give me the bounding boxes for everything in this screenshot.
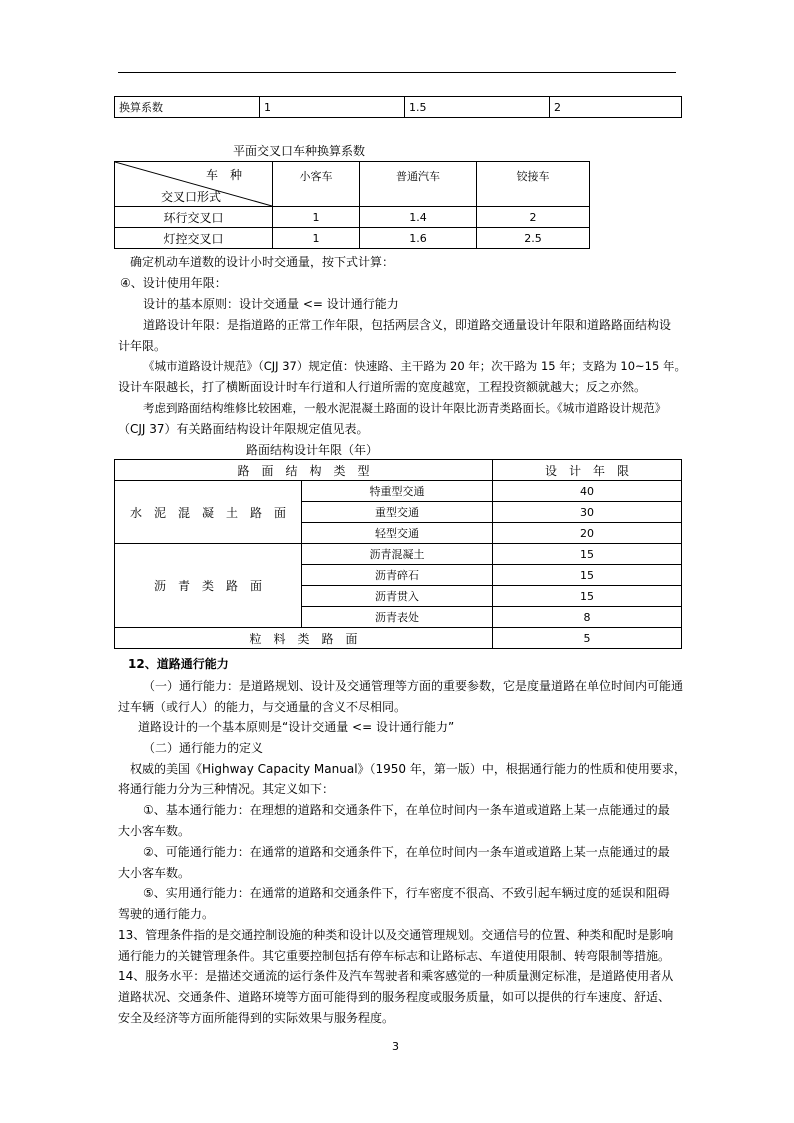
col-header: 小客车	[273, 162, 360, 207]
conversion-table-top	[114, 96, 682, 118]
cell: 1.5	[405, 97, 550, 118]
row-label: 轻型交通	[302, 523, 493, 544]
paragraph-line: 将通行能力分为三种情况。其定义如下：	[118, 782, 335, 796]
paragraph-line: 过车辆（或行人）的能力，与交通量的含义不尽相同。	[118, 700, 407, 714]
paragraph-line: 权威的美国《Highway Capacity Manual》（1950 年，第一版）中，根据通行能力的性质和使用要求，	[130, 762, 686, 776]
paragraph-line: 驾驶的通行能力。	[118, 907, 215, 921]
pavement-design-life-table	[114, 459, 682, 649]
cell: 8	[493, 607, 682, 628]
paragraph-line: ⑤、实用通行能力：在通常的道路和交通条件下，行车密度不很高、不致引起车辆过度的延误和阻碍	[143, 886, 670, 900]
cell: 1.4	[360, 207, 477, 228]
cell: 1	[260, 97, 405, 118]
cell: 1	[273, 228, 360, 249]
paragraph-line: 14、服务水平：是描述交通流的运行条件及汽车驾驶者和乘客感觉的一种质量测定标准，是道路使用者从	[118, 969, 674, 983]
col-header: 路 面 结 构 类 型	[115, 460, 493, 481]
paragraph-line: 大小客车数。	[118, 824, 191, 838]
diagonal-header	[115, 162, 273, 207]
cell: 30	[493, 502, 682, 523]
page-number: 3	[392, 1040, 399, 1053]
header-rule	[118, 72, 676, 73]
table-header-row	[115, 162, 590, 207]
paragraph-line: 《城市道路设计规范》（CJJ 37）规定值：快速路、主干路为 20 年；次干路为 15 年；支路为 10~15 年。	[143, 359, 686, 373]
cell: 5	[493, 628, 682, 649]
row-label: 沥青表处	[302, 607, 493, 628]
col-header: 普通汽车	[360, 162, 477, 207]
group-label: 水 泥 混 凝 土 路 面	[115, 481, 302, 544]
table-row	[115, 97, 682, 118]
row-label: 沥青混凝土	[302, 544, 493, 565]
cell: 40	[493, 481, 682, 502]
paragraph-line: 道路状况、交通条件、道路环境等方面可能得到的服务程度或服务质量，如可以提供的行车速度、舒适、	[118, 990, 671, 1004]
paragraph-line: 确定机动车道数的设计小时交通量，按下式计算：	[130, 255, 395, 269]
cell: 1.6	[360, 228, 477, 249]
paragraph-line: 安全及经济等方面所能得到的实际效果与服务程度。	[118, 1011, 395, 1025]
table-row	[115, 481, 682, 502]
table-row	[115, 544, 682, 565]
table-header-row	[115, 460, 682, 481]
row-label: 沥青碎石	[302, 565, 493, 586]
header-vehicle-type: 车 种	[205, 168, 242, 182]
paragraph-line: 考虑到路面结构维修比较困难，一般水泥混凝土路面的设计年限比沥青类路面长。《城市道路设计规范》	[143, 401, 667, 415]
paragraph-line: 大小客车数。	[118, 866, 191, 880]
paragraph-line: ④、设计使用年限：	[120, 276, 227, 290]
cell: 1	[273, 207, 360, 228]
row-label: 灯控交叉口	[115, 228, 273, 249]
section-heading: 12、道路通行能力	[128, 657, 229, 671]
paragraph-line: 设计的基本原则：设计交通量 <= 设计通行能力	[143, 297, 399, 311]
cell: 15	[493, 544, 682, 565]
paragraph-line: 计年限。	[118, 339, 167, 353]
table-row	[115, 628, 682, 649]
cell: 2.5	[477, 228, 590, 249]
paragraph-line: ②、可能通行能力：在通常的道路和交通条件下，在单位时间内一条车道或道路上某一点能通过的最	[143, 845, 670, 859]
col-header: 铰接车	[477, 162, 590, 207]
intersection-conversion-table	[114, 161, 590, 249]
cell: 20	[493, 523, 682, 544]
cell: 2	[550, 97, 682, 118]
row-label: 换算系数	[115, 97, 260, 118]
row-label: 特重型交通	[302, 481, 493, 502]
paragraph-line: 道路设计的一个基本原则是“设计交通量 <= 设计通行能力”	[138, 720, 455, 734]
paragraph-line: 13、管理条件指的是交通控制设施的种类和设计以及交通管理规划。交通信号的位置、种类和配时是影响	[118, 928, 674, 942]
cell: 15	[493, 586, 682, 607]
cell: 2	[477, 207, 590, 228]
row-label: 环行交叉口	[115, 207, 273, 228]
paragraph-line: （二）通行能力的定义	[143, 741, 264, 755]
table2-caption: 平面交叉口车种换算系数	[233, 144, 366, 158]
col-header: 设 计 年 限	[493, 460, 682, 481]
paragraph-line: （一）通行能力：是道路规划、设计及交通管理等方面的重要参数，它是度量道路在单位时间内可能通	[143, 679, 684, 693]
row-label: 沥青贯入	[302, 586, 493, 607]
table3-caption: 路面结构设计年限（年）	[246, 443, 379, 457]
group-label: 沥 青 类 路 面	[115, 544, 302, 628]
table-row	[115, 228, 590, 249]
paragraph-line: ①、基本通行能力：在理想的道路和交通条件下，在单位时间内一条车道或道路上某一点能通过的最	[143, 803, 670, 817]
table-row	[115, 207, 590, 228]
paragraph-line: （CJJ 37）有关路面结构设计年限规定值见表。	[118, 422, 369, 436]
paragraph-line: 设计车限越长，打了横断面设计时车行道和人行道所需的宽度越宽，工程投资额就越大；反之亦然。	[118, 380, 647, 394]
paragraph-line: 通行能力的关键管理条件。其它重要控制包括有停车标志和让路标志、车道使用限制、转弯限制等措施。	[118, 949, 671, 963]
paragraph-line: 道路设计年限：是指道路的正常工作年限，包括两层含义，即道路交通量设计年限和道路路面结构设	[143, 318, 672, 332]
cell: 15	[493, 565, 682, 586]
row-label: 重型交通	[302, 502, 493, 523]
header-intersection-type: 交叉口形式	[161, 190, 222, 204]
row-label: 粒 料 类 路 面	[115, 628, 493, 649]
